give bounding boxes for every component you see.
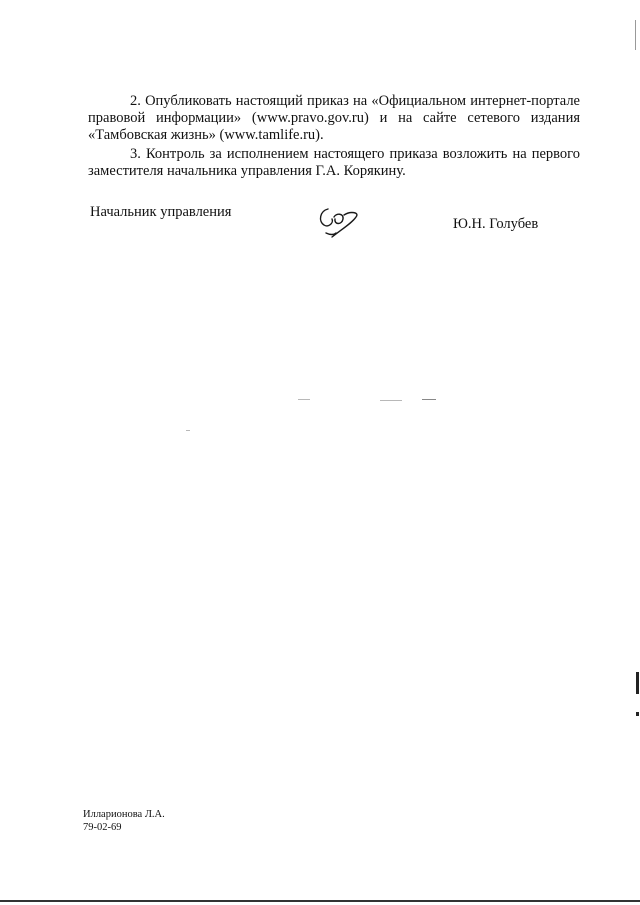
handwritten-signature bbox=[316, 203, 366, 243]
scan-bottom-edge bbox=[0, 900, 640, 902]
executor-phone: 79-02-69 bbox=[83, 822, 122, 833]
paragraph-3 bbox=[88, 146, 580, 180]
paragraph-2 bbox=[88, 93, 580, 144]
paragraph-2-number: 2. bbox=[130, 93, 141, 109]
paragraph-3-text: Контроль за исполнением настоящего приказа возложить на первого заместителя начальника управления Г.А. Корякину. bbox=[88, 146, 581, 179]
paragraph-2-text: Опубликовать настоящий приказ на «Официальном интернет-портале правовой информации» (www.pravo.gov.ru) и на сайте сетевого издания «Тамбовская жизнь» (www.tamlife.ru). bbox=[88, 93, 580, 143]
scan-edge-mark bbox=[636, 712, 639, 716]
scan-speck bbox=[298, 399, 310, 400]
scan-edge-mark bbox=[635, 20, 636, 50]
executor-info bbox=[83, 808, 165, 834]
scan-speck bbox=[422, 399, 436, 400]
scan-edge-mark bbox=[636, 672, 639, 694]
signatory-name: Ю.Н. Голубев bbox=[453, 216, 539, 232]
signatory-position: Начальник управления bbox=[90, 204, 232, 220]
executor-name: Илларионова Л.А. bbox=[83, 809, 165, 820]
scan-speck bbox=[380, 400, 402, 401]
scan-speck bbox=[186, 430, 190, 431]
paragraph-3-number: 3. bbox=[130, 146, 141, 162]
